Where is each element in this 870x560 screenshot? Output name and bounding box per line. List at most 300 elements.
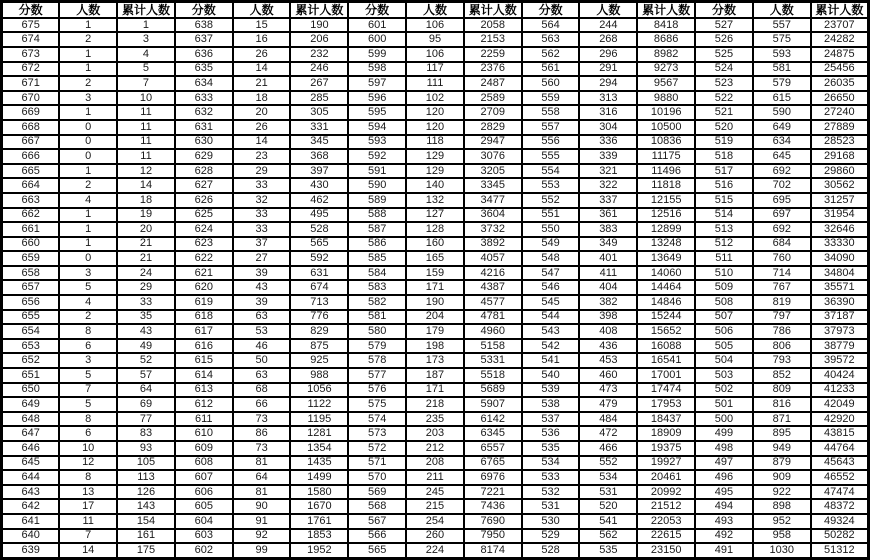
count-cell: 120	[406, 105, 464, 120]
cumulative-count-cell: 175	[117, 543, 175, 558]
score-cell: 627	[175, 178, 233, 193]
cumulative-count-cell: 18	[117, 193, 175, 208]
count-cell: 484	[579, 412, 637, 427]
score-cell: 539	[522, 383, 580, 398]
cumulative-count-cell: 15244	[637, 310, 695, 325]
score-cell: 661	[2, 222, 60, 237]
cumulative-count-cell: 925	[290, 353, 348, 368]
score-cell: 597	[348, 76, 406, 91]
cumulative-count-cell: 206	[290, 32, 348, 47]
cumulative-count-cell: 1580	[290, 485, 348, 500]
score-cell: 641	[2, 514, 60, 529]
count-cell: 1	[59, 164, 117, 179]
count-cell: 64	[233, 470, 291, 485]
count-cell: 7	[59, 529, 117, 544]
score-cell: 618	[175, 310, 233, 325]
score-cell: 606	[175, 485, 233, 500]
cumulative-count-cell: 30562	[811, 178, 869, 193]
score-cell: 573	[348, 426, 406, 441]
count-cell: 2	[59, 76, 117, 91]
column-header-cumulative-count: 累计人数	[290, 2, 348, 18]
cumulative-count-cell: 47474	[811, 485, 869, 500]
column-header-cumulative-count: 累计人数	[464, 2, 522, 18]
cumulative-count-cell: 35571	[811, 280, 869, 295]
cumulative-count-cell: 3	[117, 32, 175, 47]
cumulative-count-cell: 9567	[637, 76, 695, 91]
count-cell: 313	[579, 91, 637, 106]
count-cell: 590	[753, 105, 811, 120]
score-cell: 611	[175, 412, 233, 427]
table-row	[2, 368, 869, 383]
cumulative-count-cell: 4057	[464, 251, 522, 266]
header-row	[2, 2, 869, 18]
cumulative-count-cell: 17953	[637, 397, 695, 412]
score-cell: 669	[2, 105, 60, 120]
score-cell: 583	[348, 280, 406, 295]
column-header-count: 人数	[233, 2, 291, 18]
score-cell: 505	[695, 339, 753, 354]
cumulative-count-cell: 8174	[464, 543, 522, 558]
cumulative-count-cell: 43	[117, 324, 175, 339]
cumulative-count-cell: 430	[290, 178, 348, 193]
score-cell: 594	[348, 120, 406, 135]
score-cell: 601	[348, 18, 406, 33]
count-cell: 20	[233, 105, 291, 120]
count-cell: 3	[59, 353, 117, 368]
score-cell: 651	[2, 368, 60, 383]
cumulative-count-cell: 24875	[811, 47, 869, 62]
count-cell: 767	[753, 280, 811, 295]
table-row	[2, 47, 869, 62]
count-cell: 0	[59, 149, 117, 164]
column-header-score: 分数	[175, 2, 233, 18]
count-cell: 81	[233, 456, 291, 471]
score-cell: 494	[695, 499, 753, 514]
table-row	[2, 529, 869, 544]
count-cell: 160	[406, 237, 464, 252]
score-cell: 515	[695, 193, 753, 208]
count-cell: 120	[406, 120, 464, 135]
score-cell: 582	[348, 295, 406, 310]
count-cell: 1	[59, 222, 117, 237]
score-cell: 513	[695, 222, 753, 237]
count-cell: 6	[59, 339, 117, 354]
score-cell: 667	[2, 135, 60, 150]
score-cell: 612	[175, 397, 233, 412]
cumulative-count-cell: 23707	[811, 18, 869, 33]
count-cell: 575	[753, 32, 811, 47]
score-cell: 517	[695, 164, 753, 179]
cumulative-count-cell: 26035	[811, 76, 869, 91]
column-header-count: 人数	[406, 2, 464, 18]
count-cell: 922	[753, 485, 811, 500]
cumulative-count-cell: 154	[117, 514, 175, 529]
count-cell: 321	[579, 164, 637, 179]
score-cell: 509	[695, 280, 753, 295]
count-cell: 32	[233, 193, 291, 208]
count-cell: 12	[59, 456, 117, 471]
cumulative-count-cell: 20461	[637, 470, 695, 485]
cumulative-count-cell: 50282	[811, 529, 869, 544]
score-cell: 631	[175, 120, 233, 135]
cumulative-count-cell: 14846	[637, 295, 695, 310]
cumulative-count-cell: 1670	[290, 499, 348, 514]
count-cell: 797	[753, 310, 811, 325]
count-cell: 316	[579, 105, 637, 120]
cumulative-count-cell: 11818	[637, 178, 695, 193]
count-cell: 645	[753, 149, 811, 164]
cumulative-count-cell: 161	[117, 529, 175, 544]
table-row	[2, 193, 869, 208]
score-cell: 653	[2, 339, 60, 354]
score-cell: 498	[695, 441, 753, 456]
table-row	[2, 164, 869, 179]
cumulative-count-cell: 20992	[637, 485, 695, 500]
count-cell: 17	[59, 499, 117, 514]
count-cell: 411	[579, 266, 637, 281]
count-cell: 852	[753, 368, 811, 383]
cumulative-count-cell: 19375	[637, 441, 695, 456]
column-header-score: 分数	[2, 2, 60, 18]
count-cell: 535	[579, 543, 637, 558]
score-cell: 577	[348, 368, 406, 383]
score-cell: 499	[695, 426, 753, 441]
table-row	[2, 543, 869, 558]
cumulative-count-cell: 8982	[637, 47, 695, 62]
count-cell: 117	[406, 62, 464, 77]
count-cell: 11	[59, 514, 117, 529]
count-cell: 129	[406, 164, 464, 179]
count-cell: 8	[59, 412, 117, 427]
table-row	[2, 120, 869, 135]
cumulative-count-cell: 3604	[464, 208, 522, 223]
cumulative-count-cell: 28523	[811, 135, 869, 150]
score-cell: 521	[695, 105, 753, 120]
count-cell: 349	[579, 237, 637, 252]
score-cell: 590	[348, 178, 406, 193]
score-cell: 644	[2, 470, 60, 485]
score-cell: 550	[522, 222, 580, 237]
score-cell: 537	[522, 412, 580, 427]
score-cell: 558	[522, 105, 580, 120]
score-cell: 599	[348, 47, 406, 62]
table-row	[2, 18, 869, 33]
count-cell: 809	[753, 383, 811, 398]
cumulative-count-cell: 143	[117, 499, 175, 514]
cumulative-count-cell: 126	[117, 485, 175, 500]
cumulative-count-cell: 7221	[464, 485, 522, 500]
count-cell: 90	[233, 499, 291, 514]
cumulative-count-cell: 7950	[464, 529, 522, 544]
cumulative-count-cell: 15652	[637, 324, 695, 339]
cumulative-count-cell: 9880	[637, 91, 695, 106]
count-cell: 479	[579, 397, 637, 412]
cumulative-count-cell: 21512	[637, 499, 695, 514]
score-cell: 540	[522, 368, 580, 383]
count-cell: 7	[59, 383, 117, 398]
score-cell: 552	[522, 193, 580, 208]
count-cell: 92	[233, 529, 291, 544]
score-cell: 566	[348, 529, 406, 544]
score-cell: 623	[175, 237, 233, 252]
cumulative-count-cell: 46552	[811, 470, 869, 485]
cumulative-count-cell: 5158	[464, 339, 522, 354]
table-row	[2, 91, 869, 106]
cumulative-count-cell: 3345	[464, 178, 522, 193]
score-cell: 576	[348, 383, 406, 398]
cumulative-count-cell: 13248	[637, 237, 695, 252]
cumulative-count-cell: 35	[117, 310, 175, 325]
cumulative-count-cell: 1761	[290, 514, 348, 529]
score-cell: 510	[695, 266, 753, 281]
score-cell: 546	[522, 280, 580, 295]
count-cell: 361	[579, 208, 637, 223]
count-cell: 106	[406, 18, 464, 33]
count-cell: 714	[753, 266, 811, 281]
table-row	[2, 76, 869, 91]
cumulative-count-cell: 1195	[290, 412, 348, 427]
count-cell: 579	[753, 76, 811, 91]
score-cell: 619	[175, 295, 233, 310]
score-cell: 544	[522, 310, 580, 325]
count-cell: 33	[233, 208, 291, 223]
count-cell: 46	[233, 339, 291, 354]
table-row	[2, 412, 869, 427]
cumulative-count-cell: 875	[290, 339, 348, 354]
table-row	[2, 149, 869, 164]
score-cell: 600	[348, 32, 406, 47]
table-row	[2, 237, 869, 252]
count-cell: 6	[59, 426, 117, 441]
cumulative-count-cell: 49324	[811, 514, 869, 529]
score-cell: 538	[522, 397, 580, 412]
count-cell: 244	[579, 18, 637, 33]
count-cell: 4	[59, 295, 117, 310]
score-cell: 624	[175, 222, 233, 237]
cumulative-count-cell: 190	[290, 18, 348, 33]
cumulative-count-cell: 113	[117, 470, 175, 485]
score-cell: 568	[348, 499, 406, 514]
count-cell: 322	[579, 178, 637, 193]
score-cell: 674	[2, 32, 60, 47]
count-cell: 1	[59, 18, 117, 33]
cumulative-count-cell: 10	[117, 91, 175, 106]
cumulative-count-cell: 11175	[637, 149, 695, 164]
count-cell: 296	[579, 47, 637, 62]
cumulative-count-cell: 829	[290, 324, 348, 339]
cumulative-count-cell: 305	[290, 105, 348, 120]
cumulative-count-cell: 631	[290, 266, 348, 281]
score-cell: 564	[522, 18, 580, 33]
count-cell: 127	[406, 208, 464, 223]
score-cell: 493	[695, 514, 753, 529]
count-cell: 1	[59, 47, 117, 62]
score-cell: 529	[522, 529, 580, 544]
score-cell: 541	[522, 353, 580, 368]
cumulative-count-cell: 14464	[637, 280, 695, 295]
count-cell: 1	[59, 237, 117, 252]
cumulative-count-cell: 10836	[637, 135, 695, 150]
cumulative-count-cell: 33330	[811, 237, 869, 252]
cumulative-count-cell: 267	[290, 76, 348, 91]
score-cell: 543	[522, 324, 580, 339]
count-cell: 593	[753, 47, 811, 62]
count-cell: 958	[753, 529, 811, 544]
count-cell: 159	[406, 266, 464, 281]
score-cell: 646	[2, 441, 60, 456]
cumulative-count-cell: 1952	[290, 543, 348, 558]
score-cell: 534	[522, 456, 580, 471]
score-cell: 575	[348, 397, 406, 412]
cumulative-count-cell: 2376	[464, 62, 522, 77]
score-cell: 495	[695, 485, 753, 500]
count-cell: 0	[59, 251, 117, 266]
count-cell: 1	[59, 105, 117, 120]
cumulative-count-cell: 10196	[637, 105, 695, 120]
cumulative-count-cell: 2709	[464, 105, 522, 120]
cumulative-count-cell: 4960	[464, 324, 522, 339]
count-cell: 2	[59, 32, 117, 47]
cumulative-count-cell: 285	[290, 91, 348, 106]
cumulative-count-cell: 31954	[811, 208, 869, 223]
score-cell: 588	[348, 208, 406, 223]
cumulative-count-cell: 4387	[464, 280, 522, 295]
count-cell: 466	[579, 441, 637, 456]
count-cell: 472	[579, 426, 637, 441]
count-cell: 23	[233, 149, 291, 164]
cumulative-count-cell: 4577	[464, 295, 522, 310]
cumulative-count-cell: 17474	[637, 383, 695, 398]
score-cell: 635	[175, 62, 233, 77]
count-cell: 18	[233, 91, 291, 106]
cumulative-count-cell: 713	[290, 295, 348, 310]
score-cell: 645	[2, 456, 60, 471]
score-cell: 591	[348, 164, 406, 179]
cumulative-count-cell: 2153	[464, 32, 522, 47]
cumulative-count-cell: 24282	[811, 32, 869, 47]
count-cell: 39	[233, 295, 291, 310]
table-row	[2, 310, 869, 325]
score-cell: 532	[522, 485, 580, 500]
cumulative-count-cell: 6557	[464, 441, 522, 456]
count-cell: 68	[233, 383, 291, 398]
score-cell: 614	[175, 368, 233, 383]
score-cell: 633	[175, 91, 233, 106]
count-cell: 106	[406, 47, 464, 62]
cumulative-count-cell: 11496	[637, 164, 695, 179]
score-cell: 571	[348, 456, 406, 471]
score-cell: 654	[2, 324, 60, 339]
score-cell: 585	[348, 251, 406, 266]
count-cell: 5	[59, 280, 117, 295]
score-cell: 555	[522, 149, 580, 164]
cumulative-count-cell: 10500	[637, 120, 695, 135]
table-row	[2, 295, 869, 310]
score-cell: 593	[348, 135, 406, 150]
cumulative-count-cell: 42920	[811, 412, 869, 427]
count-cell: 198	[406, 339, 464, 354]
column-header-count: 人数	[59, 2, 117, 18]
table-row	[2, 208, 869, 223]
score-cell: 622	[175, 251, 233, 266]
count-cell: 1	[59, 62, 117, 77]
score-cell: 518	[695, 149, 753, 164]
cumulative-count-cell: 36390	[811, 295, 869, 310]
cumulative-count-cell: 11	[117, 135, 175, 150]
cumulative-count-cell: 32646	[811, 222, 869, 237]
score-cell: 607	[175, 470, 233, 485]
score-cell: 657	[2, 280, 60, 295]
cumulative-count-cell: 3732	[464, 222, 522, 237]
count-cell: 215	[406, 499, 464, 514]
count-cell: 33	[233, 222, 291, 237]
count-cell: 898	[753, 499, 811, 514]
score-cell: 617	[175, 324, 233, 339]
score-cell: 549	[522, 237, 580, 252]
column-header-cumulative-count: 累计人数	[117, 2, 175, 18]
score-cell: 567	[348, 514, 406, 529]
count-cell: 129	[406, 149, 464, 164]
count-cell: 66	[233, 397, 291, 412]
cumulative-count-cell: 41233	[811, 383, 869, 398]
score-cell: 531	[522, 499, 580, 514]
cumulative-count-cell: 8686	[637, 32, 695, 47]
score-cell: 569	[348, 485, 406, 500]
cumulative-count-cell: 40424	[811, 368, 869, 383]
cumulative-count-cell: 93	[117, 441, 175, 456]
score-cell: 561	[522, 62, 580, 77]
count-cell: 692	[753, 222, 811, 237]
score-cell: 514	[695, 208, 753, 223]
cumulative-count-cell: 2947	[464, 135, 522, 150]
cumulative-count-cell: 2259	[464, 47, 522, 62]
cumulative-count-cell: 18909	[637, 426, 695, 441]
count-cell: 5	[59, 397, 117, 412]
count-cell: 235	[406, 412, 464, 427]
score-cell: 660	[2, 237, 60, 252]
score-cell: 639	[2, 543, 60, 558]
score-cell: 547	[522, 266, 580, 281]
cumulative-count-cell: 27889	[811, 120, 869, 135]
score-cell: 636	[175, 47, 233, 62]
count-cell: 909	[753, 470, 811, 485]
score-cell: 621	[175, 266, 233, 281]
cumulative-count-cell: 16541	[637, 353, 695, 368]
count-cell: 408	[579, 324, 637, 339]
score-cell: 530	[522, 514, 580, 529]
score-cell: 524	[695, 62, 753, 77]
table-row	[2, 222, 869, 237]
score-cell: 630	[175, 135, 233, 150]
cumulative-count-cell: 43815	[811, 426, 869, 441]
count-cell: 760	[753, 251, 811, 266]
count-cell: 695	[753, 193, 811, 208]
score-cell: 570	[348, 470, 406, 485]
table-row	[2, 397, 869, 412]
column-header-count: 人数	[579, 2, 637, 18]
cumulative-count-cell: 27240	[811, 105, 869, 120]
cumulative-count-cell: 3205	[464, 164, 522, 179]
cumulative-count-cell: 13649	[637, 251, 695, 266]
count-cell: 819	[753, 295, 811, 310]
cumulative-count-cell: 34090	[811, 251, 869, 266]
cumulative-count-cell: 1354	[290, 441, 348, 456]
score-cell: 642	[2, 499, 60, 514]
count-cell: 268	[579, 32, 637, 47]
count-cell: 218	[406, 397, 464, 412]
score-cell: 492	[695, 529, 753, 544]
score-cell: 610	[175, 426, 233, 441]
